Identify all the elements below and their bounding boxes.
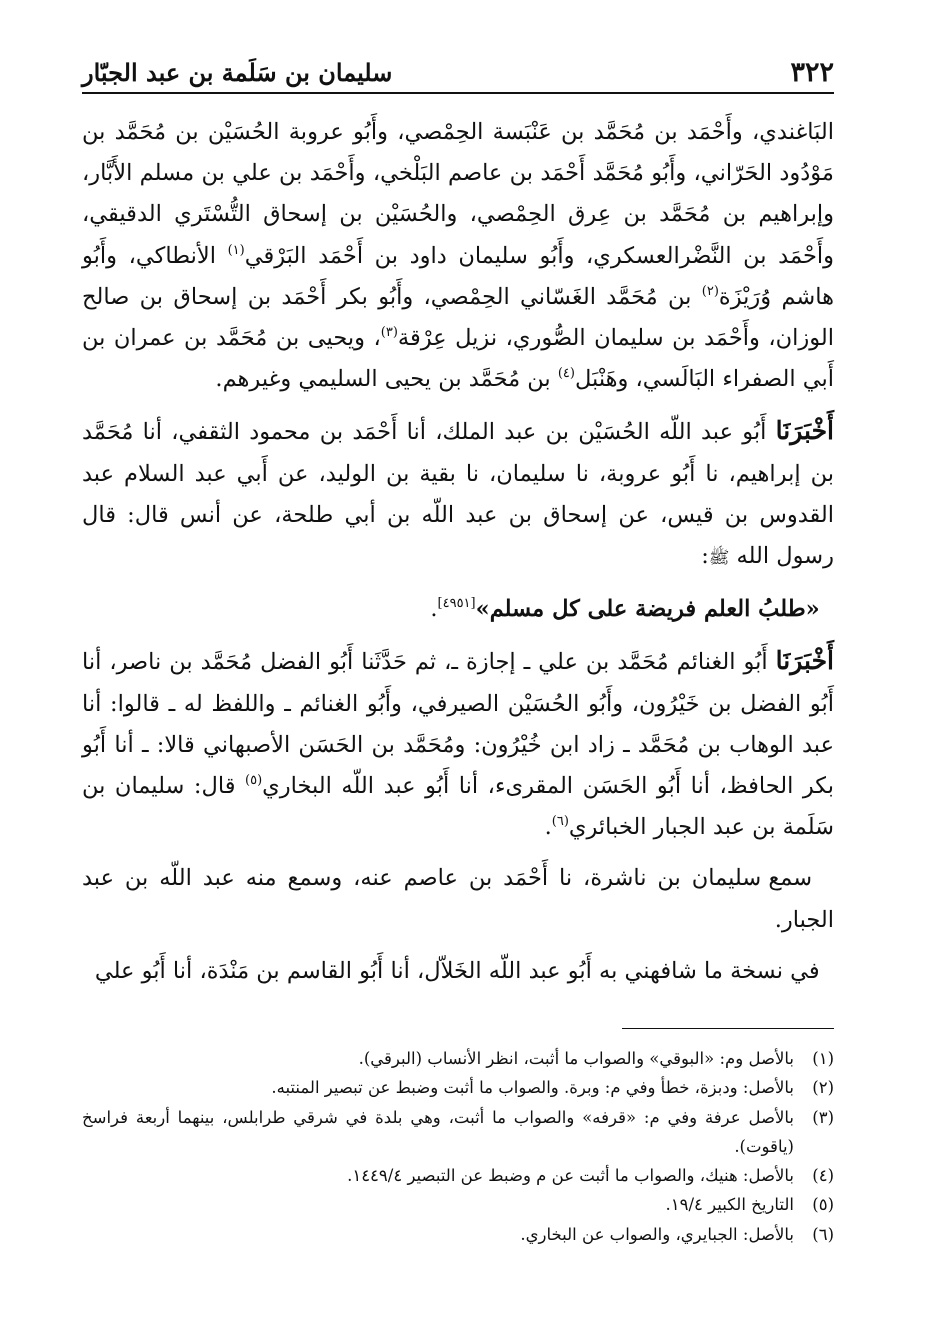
- footnote-text: بالأصل وم: «البوقي» والصواب ما أثبت، انظر الأنساب (البرقي).: [358, 1049, 794, 1068]
- page-number: ٣٢٢: [790, 57, 834, 88]
- footnote-item: [82, 1220, 834, 1249]
- footnote-divider: [622, 1028, 834, 1029]
- footnote-number: (٦): [812, 1224, 834, 1244]
- akhbarana-lead: أَخْبَرَنَا: [775, 416, 834, 446]
- footnote-ref[interactable]: (٥): [245, 773, 263, 789]
- paragraph-sama: سمع سليمان بن ناشرة، نا أَحْمَد بن عاصم عنه، وسمع منه عبد اللّه بن عبد الجبار.: [82, 865, 834, 933]
- footnote-text: التاريخ الكبير ١٩/٤.: [665, 1195, 794, 1215]
- footnote-text: بالأصل: ودبزة، خطأ وفي م: وبرة. والصواب ما أثبت وضبط عن تبصير المنتبه.: [271, 1078, 794, 1098]
- paragraph-narrators: البَاغندي، وأَحْمَد بن مُحَمَّد بن عَنْبَسة الحِمْصي، وأَبُو عروبة الحُسَيْن بن مُحَمَّد بن مَوْدُود الحَرّاني، وأَبُو مُحَمَّد أَحْمَد بن عاصم البَلْخي، وأَحْمَد بن علي بن مسلم الأَبَّار، وإبراهيم بن مُحَمَّد بن عِرق الحِمْصي، والحُسَيْن بن إسحاق التُّسْتَري الدقيقي، وأَحْمَد بن النَّضْرالعسكري، وأَبُو سليمان داود بن أَحْمَد البَرْقي$^{(١)}$ الأنطاكي، وأَبُو هاشم وُرَيْزَة$^{(٢)}$ بن مُحَمَّد الغَسّاني الحِمْصي، وأَبُو بكر أَحْمَد بن إسحاق بن صالح الوزان، وأَحْمَد بن سليمان الصُّوري، نزيل عِرْقة$^{(٣)}$، ويحيى بن مُحَمَّد بن عمران بن أَبي الصفراء البَالَسي، وهَنْبَل$^{(٤)}$ بن مُحَمَّد بن يحيى السليمي وغيرهم.: [82, 119, 835, 393]
- footnote-item: [82, 1103, 834, 1162]
- footnote-text: بالأصل: هنيك، والصواب ما أثبت عن م وضبط عن التبصير ١٤٤٩/٤.: [347, 1166, 794, 1186]
- footnote-text: بالأصل عرفة وفي م: «قرفه» والصواب ما أثبت، وهي بلدة في شرقي طرابلس، بينهما أربعة فراسخ (ياقوت).: [82, 1107, 794, 1156]
- page-header: [82, 52, 834, 94]
- footnote-ref[interactable]: (٣): [380, 325, 398, 341]
- paragraph-isnad-2: أَخْبَرَنَا أَبُو الغنائم مُحَمَّد بن علي ـ إجازة ـ، ثم حَدَّثَنا أَبُو الفضل مُحَمَّد بن ناصر، أنا أَبُو الفضل بن خَيْرُون، وأَبُو الحُسَيْن الصيرفي، وأَبُو الغنائم ـ واللفظ له ـ قالوا: أنا عبد الوهاب بن مُحَمَّد ـ زاد ابن خُيْرُون: ومُحَمَّد بن الحَسَن الأصبهاني قالا: ـ أنا أَبُو بكر الحافظ، أنا أَبُو الحَسَن المقرىء، أنا أَبُو عبد اللّه البخاري$^{(٥)}$ قال: سليمان بن سَلَمة بن عبد الجبار الخبائري$^{(٦)}$.: [82, 646, 834, 841]
- pbuh-glyph: ﷺ: [708, 548, 730, 569]
- footnote-item: [82, 1073, 834, 1102]
- paragraph-isnad-1: أَخْبَرَنَا أَبُو عبد اللّه الحُسَيْن بن عبد الملك، أنا أَحْمَد بن محمود الثقفي، أنا مُحَمَّد بن إبراهيم، نا أَبُو عروبة، نا سليمان، نا بقية بن الوليد، عن أَبي عبد السلام عبد القدوس بن قيس، عن إسحاق بن عبد اللّه بن أبي طلحة، عن أنس قال: قال رسول الله ﷺ:: [82, 416, 834, 570]
- paragraph-hadith: «طلبُ العلم فريضة على كل مسلم»[٤٩٥١].: [430, 596, 820, 623]
- footnote-item: [82, 1190, 834, 1219]
- paragraph-nuskha: في نسخة ما شافهني به أَبُو عبد اللّه الخَلاّل، أنا أَبُو القاسم بن مَنْدَة، أنا أَبُو علي: [94, 957, 820, 984]
- footnote-item: [82, 1161, 834, 1190]
- footnote-ref[interactable]: (٦): [551, 814, 569, 830]
- akhbarana-lead: أَخْبَرَنَا: [775, 646, 834, 676]
- footnote-number: (٢): [812, 1078, 834, 1098]
- footnote-number: (١): [812, 1049, 834, 1068]
- hadith-text: «طلبُ العلم فريضة على كل مسلم»: [475, 596, 820, 623]
- main-text: [82, 112, 834, 992]
- running-title: سليمان بن سَلَمة بن عبد الجبّار: [82, 58, 393, 87]
- footnote-number: (٥): [812, 1195, 834, 1215]
- footnote-text: بالأصل: الجبايري، والصواب عن البخاري.: [520, 1224, 794, 1244]
- hadith-number: [٤٩٥١]: [437, 596, 476, 612]
- footnote-item: [82, 1044, 834, 1073]
- footnote-number: (٣): [812, 1107, 834, 1127]
- footnote-ref[interactable]: (٤): [557, 366, 575, 382]
- footnote-ref[interactable]: (١): [227, 242, 245, 258]
- footnotes: [82, 1044, 834, 1249]
- footnote-number: (٤): [812, 1166, 834, 1186]
- footnote-ref[interactable]: (٢): [701, 283, 719, 299]
